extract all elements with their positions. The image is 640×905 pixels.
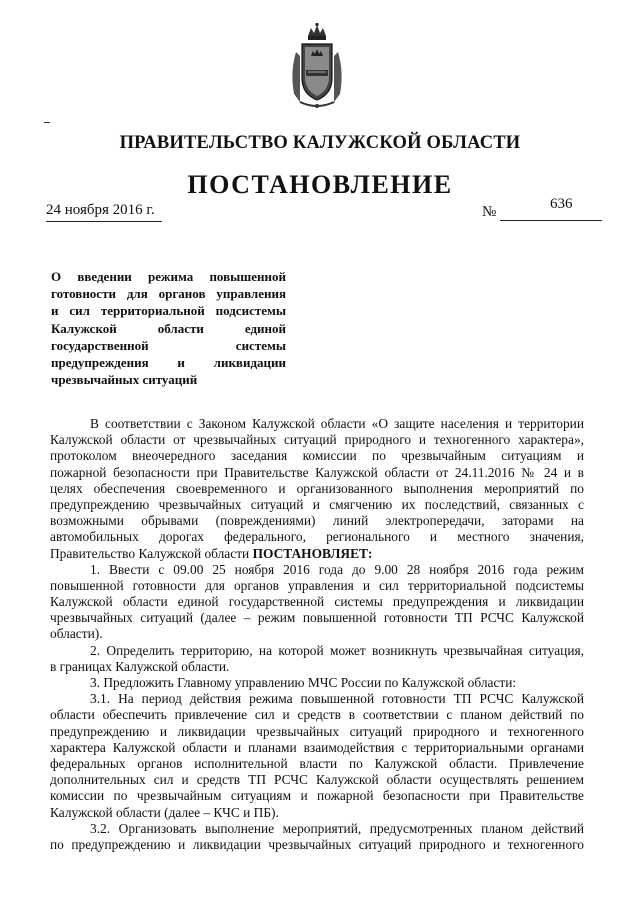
body-line: области обеспечить привлечение сил и средств в соответствии с планом действий по (50, 707, 584, 723)
body-line (50, 546, 584, 562)
body-line: 3.2. Организовать выполнение мероприятий, предусмотренных планом действий (90, 820, 584, 836)
subject-line: готовности для органов управления (51, 286, 286, 302)
body-line: 3.1. На период действия режима повышенной готовности ТП РСЧС Калужской (90, 691, 584, 707)
document-body (50, 416, 584, 853)
body-line: В соответствии с Законом Калужской области «О защите населения и территории (90, 416, 584, 431)
body-line: Калужской области от чрезвычайных ситуаций природного и техногенного характера», (50, 432, 584, 448)
body-line: характера Калужской области и планами взаимодействия с территориальными органами (50, 739, 584, 755)
body-line: пожарной безопасности при Правительстве Калужской области от 24.11.2016 № 24 и в (50, 464, 584, 480)
subject-line: чрезвычайных ситуаций (51, 372, 198, 388)
document-number: 636 (550, 196, 573, 212)
subject-line: государственной системы (51, 337, 286, 353)
body-line: комиссии по чрезвычайным ситуациям и пожарной безопасности при Правительстве (50, 788, 584, 804)
organization-title: ПРАВИТЕЛЬСТВО КАЛУЖСКОЙ ОБЛАСТИ (119, 133, 521, 153)
scan-mark (44, 122, 50, 123)
body-line: предупреждению чрезвычайных ситуаций и смягчению их последствий, связанных с (50, 496, 584, 512)
body-line: федеральных органов исполнительной власти по Калужской области. Привлечение (50, 755, 584, 771)
body-line: целях обеспечения своевременного и организованного выполнения мероприятий по (50, 480, 584, 496)
body-line: автомобильных дорогах федерального, регионального и местного значения, (50, 529, 584, 545)
body-line: повышенной готовности для органов управления и сил территориальной подсистемы (50, 577, 584, 593)
body-line: дополнительных сил и средств ТП РСЧС Калужской области осуществлять решением (50, 772, 584, 788)
document-type-title: ПОСТАНОВЛЕНИЕ (187, 170, 453, 199)
body-line: возможными обрывами (повреждениями) линий электропередачи, заторами на (50, 513, 584, 529)
body-line: 1. Ввести с 09.00 25 ноября 2016 года до 9.00 28 ноября 2016 года режим (90, 561, 584, 577)
body-line: Калужской области (далее – КЧС и ПБ). (50, 804, 279, 820)
body-line: области). (50, 626, 103, 642)
body-line: предупреждению и ликвидации чрезвычайных ситуаций природного и техногенного (50, 723, 584, 739)
body-line: Калужской области единой государственной системы предупреждения и ликвидации (50, 594, 584, 610)
subject-line: Калужской области единой (51, 320, 286, 336)
body-line: протоколом внеочередного заседания комиссии по чрезвычайным ситуациям и (50, 448, 584, 464)
body-line: чрезвычайных ситуаций (далее – режим повышенной готовности ТП РСЧС Калужской (50, 610, 584, 626)
coat-of-arms-emblem (286, 22, 348, 112)
preamble-last: Правительство Калужской области (50, 545, 250, 561)
subject-line: и сил территориальной подсистемы (51, 303, 286, 319)
document-date: 24 ноября 2016 г. (46, 202, 155, 218)
body-line: 2. Определить территорию, на которой может возникнуть чрезвычайная ситуация, (90, 642, 584, 658)
body-line: 3. Предложить Главному управлению МЧС России по Калужской области: (90, 675, 517, 690)
subject-line: О введении режима повышенной (51, 269, 286, 284)
body-line: в границах Калужской области. (50, 658, 230, 674)
body-line: по предупреждению и ликвидации чрезвычайных ситуаций природного и техногенного (50, 836, 584, 852)
number-underline (500, 220, 602, 221)
date-underline (46, 221, 162, 222)
subject-line: предупреждения и ликвидации (51, 354, 286, 370)
number-label: № (482, 204, 497, 220)
document-subject (51, 268, 286, 388)
resolves-word: ПОСТАНОВЛЯЕТ: (252, 545, 373, 561)
